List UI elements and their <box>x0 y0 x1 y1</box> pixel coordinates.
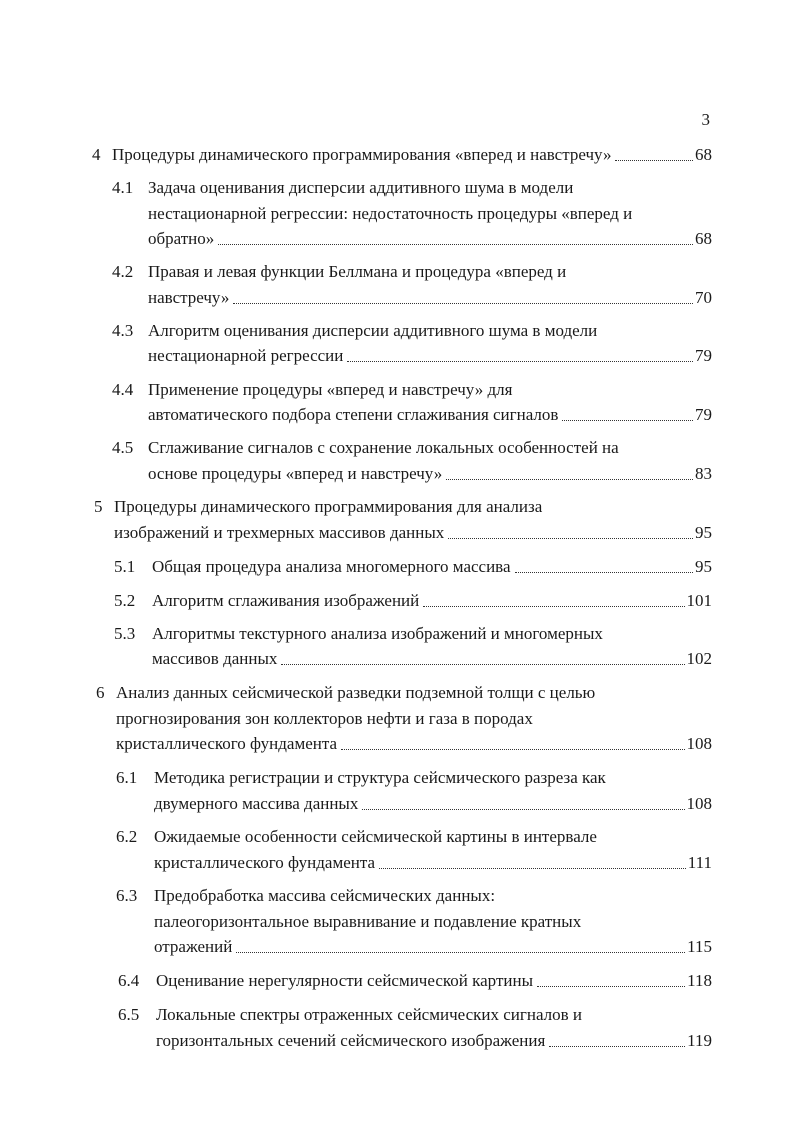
toc-entry-5-line-2 <box>114 523 712 543</box>
toc-entry-title: изображений и трехмерных массивов данных <box>114 523 445 542</box>
toc-entry-title: прогнозирования зон коллекторов нефти и газа в породах <box>116 709 533 728</box>
toc-entry-page: 108 <box>686 734 712 753</box>
toc-entry-6-line-1 <box>96 683 712 703</box>
toc-entry-title: Локальные спектры отраженных сейсмических сигналов и <box>156 1005 583 1024</box>
toc-entry-page: 95 <box>695 523 712 542</box>
toc-entry-title: Применение процедуры «вперед и навстречу» для <box>148 380 513 399</box>
toc-entry-title: Процедуры динамического программирования «вперед и навстречу» <box>112 145 612 164</box>
toc-entry-page: 68 <box>695 145 712 164</box>
toc-entry-title: Алгоритмы текстурного анализа изображений и многомерных <box>152 624 603 643</box>
toc-entry-6-2-line-2 <box>154 853 712 873</box>
leader-dots <box>379 868 686 869</box>
toc-entry-number: 6.1 <box>116 768 138 787</box>
toc-entry-title: Общая процедура анализа многомерного массива <box>152 557 511 576</box>
toc-entry-number: 6.3 <box>116 886 138 905</box>
toc-entry-5-2 <box>114 591 712 611</box>
toc-entry-title: палеогоризонтальное выравнивание и подавление кратных <box>154 912 582 931</box>
toc-entry-number: 6 <box>96 683 105 702</box>
leader-dots <box>341 749 684 750</box>
leader-dots <box>233 303 693 304</box>
toc-entry-4-5-line-2 <box>148 464 712 484</box>
toc-entry-title: Методика регистрации и структура сейсмического разреза как <box>154 768 606 787</box>
toc-entry-page: 108 <box>686 794 712 813</box>
toc-entry-number: 4.4 <box>112 380 134 399</box>
toc-entry-6-3-line-1 <box>116 886 712 906</box>
toc-entry-page: 101 <box>686 591 712 610</box>
leader-dots <box>562 420 693 421</box>
toc-entry-title: отражений <box>154 937 233 956</box>
toc-entry-title: Оценивание нерегулярности сейсмической картины <box>156 971 533 990</box>
toc-entry-title: нестационарной регрессии: недостаточность процедуры «вперед и <box>148 204 633 223</box>
toc-entry-4-2-line-1 <box>112 262 712 282</box>
toc-entry-title: Процедуры динамического программирования для анализа <box>114 497 543 516</box>
toc-entry-title: кристаллического фундамента <box>154 853 376 872</box>
toc-entry-number: 4.2 <box>112 262 134 281</box>
toc-entry-5-3-line-1 <box>114 624 712 644</box>
leader-dots <box>236 952 685 953</box>
leader-dots <box>362 809 684 810</box>
toc-entry-title: основе процедуры «вперед и навстречу» <box>148 464 443 483</box>
toc-entry-4-2-line-2 <box>148 288 712 308</box>
toc-entry-title: Задача оценивания дисперсии аддитивного шума в модели <box>148 178 574 197</box>
toc-entry-page: 68 <box>695 229 712 248</box>
toc-entry-6-2-line-1 <box>116 827 712 847</box>
toc-entry-number: 6.4 <box>118 971 140 990</box>
leader-dots <box>423 606 684 607</box>
toc-entry-6-line-3 <box>116 734 712 754</box>
toc-entry-title: нестационарной регрессии <box>148 346 344 365</box>
toc-entry-page: 95 <box>695 557 712 576</box>
toc-entry-4-5-line-1 <box>112 438 712 458</box>
leader-dots <box>218 244 693 245</box>
toc-entry-6-line-2 <box>116 709 712 729</box>
toc-entry-6-5-line-2 <box>156 1031 712 1051</box>
toc-entry-title: автоматического подбора степени сглаживания сигналов <box>148 405 559 424</box>
toc-entry-page: 79 <box>695 405 712 424</box>
toc-entry-number: 4 <box>92 145 101 164</box>
leader-dots <box>615 160 693 161</box>
toc-entry-page: 83 <box>695 464 712 483</box>
toc-entry-5-line-1 <box>94 497 712 517</box>
toc-entry-title: Ожидаемые особенности сейсмической картины в интервале <box>154 827 597 846</box>
toc-entry-title: Предобработка массива сейсмических данных: <box>154 886 496 905</box>
toc-entry-number: 5.3 <box>114 624 136 643</box>
toc-entry-4-1-line-1 <box>112 178 712 198</box>
toc-entry-number: 6.5 <box>118 1005 140 1024</box>
leader-dots <box>281 664 684 665</box>
toc-entry-number: 5.1 <box>114 557 136 576</box>
toc-entry-4-1-line-2 <box>148 204 712 224</box>
toc-entry-page: 111 <box>687 853 712 872</box>
toc-entry-6-1-line-2 <box>154 794 712 814</box>
leader-dots <box>446 479 693 480</box>
toc-entry-page: 115 <box>687 937 712 956</box>
page-number: 3 <box>701 110 710 129</box>
toc-entry-number: 6.2 <box>116 827 138 846</box>
toc-entry-6-3-line-2 <box>154 912 712 932</box>
toc-entry-title: горизонтальных сечений сейсмического изображения <box>156 1031 546 1050</box>
toc-entry-4-3-line-2 <box>148 346 712 366</box>
toc-entry-title: кристаллического фундамента <box>116 734 338 753</box>
toc-entry-4-4-line-2 <box>148 405 712 425</box>
toc-entry-5-1 <box>114 557 712 577</box>
toc-entry-title: Сглаживание сигналов с сохранение локальных особенностей на <box>148 438 619 457</box>
toc-entry-title: двумерного массива данных <box>154 794 359 813</box>
toc-entry-4-4-line-1 <box>112 380 712 400</box>
toc-entry-title: обратно» <box>148 229 215 248</box>
toc-entry-6-1-line-1 <box>116 768 712 788</box>
toc-entry-page: 119 <box>687 1031 712 1050</box>
toc-entry-title: Алгоритм сглаживания изображений <box>152 591 420 610</box>
toc-entry-5-3-line-2 <box>152 649 712 669</box>
toc-entry-title: навстречу» <box>148 288 230 307</box>
toc-entry-6-4 <box>118 971 712 991</box>
toc-entry-4-1-line-3 <box>148 229 712 249</box>
toc-entry-4 <box>92 145 712 165</box>
leader-dots <box>515 572 693 573</box>
leader-dots <box>537 986 685 987</box>
leader-dots <box>448 538 693 539</box>
toc-entry-number: 4.5 <box>112 438 134 457</box>
toc-entry-page: 118 <box>687 971 712 990</box>
leader-dots <box>549 1046 685 1047</box>
toc-entry-page: 70 <box>695 288 712 307</box>
toc-entry-number: 5.2 <box>114 591 136 610</box>
toc-entry-number: 4.3 <box>112 321 134 340</box>
toc-entry-number: 4.1 <box>112 178 134 197</box>
toc-entry-title: массивов данных <box>152 649 278 668</box>
toc-entry-page: 79 <box>695 346 712 365</box>
leader-dots <box>347 361 693 362</box>
toc-entry-6-3-line-3 <box>154 937 712 957</box>
toc-entry-4-3-line-1 <box>112 321 712 341</box>
toc-entry-title: Правая и левая функции Беллмана и процедура «вперед и <box>148 262 567 281</box>
toc-entry-6-5-line-1 <box>118 1005 712 1025</box>
toc-entry-title: Алгоритм оценивания дисперсии аддитивного шума в модели <box>148 321 598 340</box>
toc-entry-title: Анализ данных сейсмической разведки подземной толщи с целью <box>116 683 596 702</box>
toc-entry-page: 102 <box>686 649 712 668</box>
toc-entry-number: 5 <box>94 497 103 516</box>
